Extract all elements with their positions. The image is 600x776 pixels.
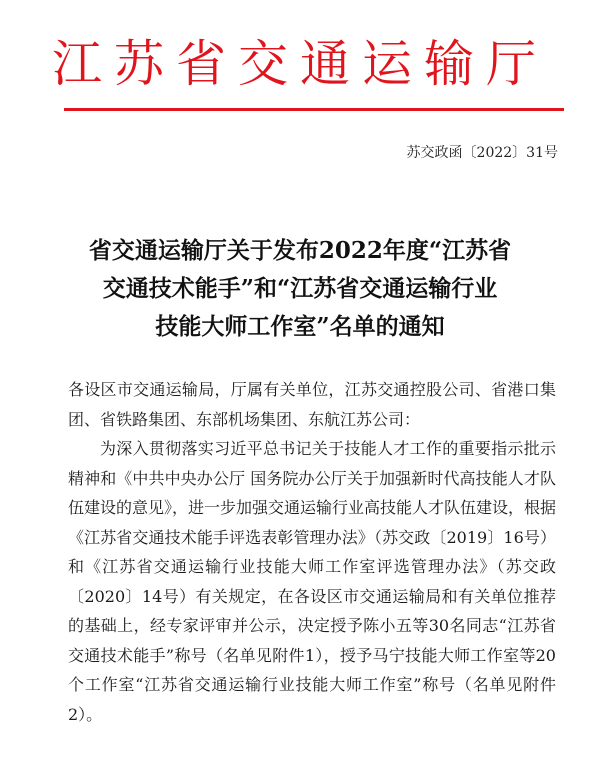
- title-line-1: 省交通运输厅关于发布2022年度“江苏省: [88, 237, 512, 264]
- addressee-paragraph: 各设区市交通运输局，厅属有关单位，江苏交通控股公司、省港口集团、省铁路集团、东部机场集团、东航江苏公司：: [68, 380, 556, 429]
- document-number: 苏交政函〔2022〕31号: [406, 145, 558, 161]
- document-body: [68, 375, 556, 729]
- title-line-3: 技能大师工作室”名单的通知: [155, 313, 445, 340]
- letterhead-title: 江苏省交通运输厅: [52, 35, 548, 93]
- body-paragraph-1: 为深入贯彻落实习近平总书记关于技能人才工作的重要指示批示精神和《中共中央办公厅 国务院办公厅关于加强新时代高技能人才队伍建设的意见》，进一步加强交通运输行业高技能人才队伍建设，根据《江苏省交通技术能手评选表彰管理办法》（苏交政〔2019〕16号）和《江苏省交通运输行业技能大师工作室评选管理办法》（苏交政〔2020〕14号）有关规定，在各设区市交通运输局和有关单位推荐的基础上，经专家评审并公示，决定授予陈小五等30名同志“江苏省交通技术能手”称号（名单见附件1），授予马宁技能大师工作室等20个工作室“江苏省交通运输行业技能大师工作室”称号（名单见附件2）。: [68, 439, 557, 724]
- letterhead-red-rule: [64, 108, 564, 111]
- document-title: [0, 232, 600, 346]
- title-line-2: 交通技术能手”和“江苏省交通运输行业: [102, 275, 498, 302]
